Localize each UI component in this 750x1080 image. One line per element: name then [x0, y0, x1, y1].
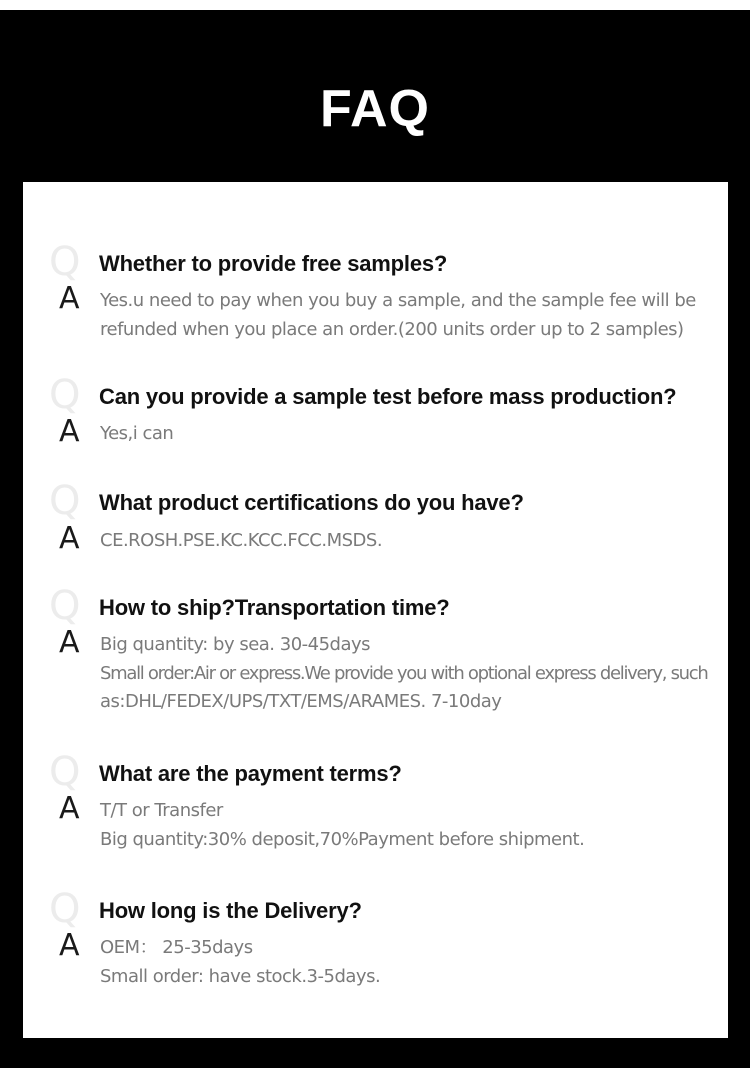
answer-line: Yes,i can: [100, 423, 174, 444]
answer-line: Big quantity:30% deposit,70%Payment before shipment.: [100, 828, 585, 850]
q-marker: Q: [49, 372, 81, 418]
answer-line: Yes.u need to pay when you buy a sample, and the sample fee will be: [100, 290, 696, 311]
q-marker: Q: [49, 749, 81, 795]
answer-line: Small order:Air or express.We provide you with optional express delivery, such: [100, 662, 708, 684]
answer-line: as:DHL/FEDEX/UPS/TXT/EMS/ARAMES. 7-10day: [100, 691, 502, 712]
a-marker: A: [59, 791, 80, 826]
faq-question: Whether to provide free samples?: [99, 251, 448, 276]
faq-answer: [100, 420, 722, 449]
faq-answer: [100, 287, 722, 344]
answer-line: Small order: have stock.3-5days.: [100, 965, 381, 987]
faq-question: How to ship?Transportation time?: [99, 595, 450, 620]
answer-line: CE.ROSH.PSE.KC.KCC.FCC.MSDS.: [100, 530, 383, 551]
answer-line: T/T or Transfer: [100, 800, 223, 821]
a-marker: A: [59, 625, 80, 660]
page-title: FAQ: [320, 80, 430, 138]
faq-question: What are the payment terms?: [99, 761, 402, 786]
faq-answer: [100, 797, 722, 854]
faq-question: Can you provide a sample test before mass production?: [99, 384, 677, 409]
q-marker: Q: [49, 478, 81, 524]
faq-panel: [23, 182, 728, 1038]
a-marker: A: [59, 414, 80, 449]
answer-line: OEM： 25-35days: [100, 937, 253, 958]
faq-answer: [100, 631, 722, 717]
faq-question: How long is the Delivery?: [99, 898, 362, 923]
answer-line: refunded when you place an order.(200 units order up to 2 samples): [100, 318, 684, 340]
faq-answer: [100, 527, 722, 556]
q-marker: Q: [49, 239, 81, 285]
faq-question: What product certifications do you have?: [99, 490, 524, 515]
faq-answer: [100, 934, 722, 991]
q-marker: Q: [49, 886, 81, 932]
q-marker: Q: [49, 583, 81, 629]
a-marker: A: [59, 521, 80, 556]
a-marker: A: [59, 928, 80, 963]
answer-line: Big quantity: by sea. 30-45days: [100, 634, 371, 655]
a-marker: A: [59, 281, 80, 316]
